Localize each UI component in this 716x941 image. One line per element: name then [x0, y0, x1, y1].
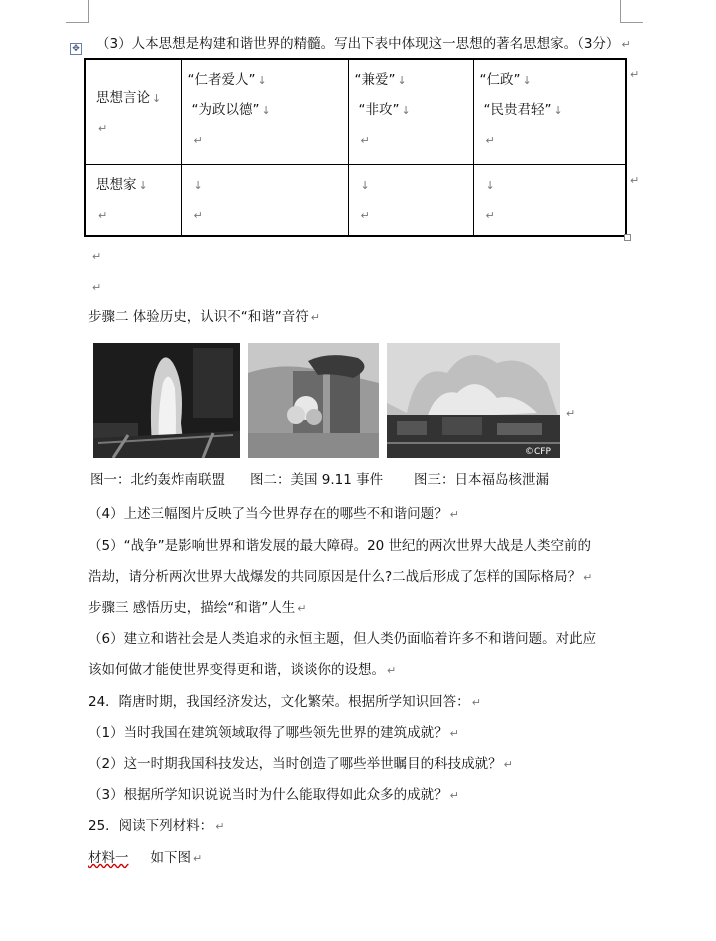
table-row [85, 164, 626, 236]
paragraph-mark-icon: ↵ [621, 38, 631, 51]
paragraph-mark-icon: ↵ [566, 407, 576, 420]
table-row [85, 59, 626, 164]
material1-rest: 如下图 [150, 850, 191, 866]
cell-end-mark-icon: ↵ [360, 208, 370, 222]
q3-prompt: （3）人本思想是构建和谐世界的精髓。写出下表中体现这一思想的著名思想家。（3分） ↵ [96, 36, 631, 52]
thinkers-table [84, 58, 627, 237]
paragraph-mark-icon: ↵ [92, 250, 102, 263]
row-end-mark-icon: ↵ [630, 68, 640, 81]
photo-nato-bombing [93, 343, 240, 458]
table-cell-saying[interactable]: “仁者爱人” ↓ “为政以德” ↓ ↵ [181, 59, 348, 164]
cell-end-mark-icon: ↵ [98, 122, 108, 135]
step2-title: 步骤二 体验历史，认识不“和谐”音符 ↵ [88, 309, 320, 325]
table-cell-header[interactable]: 思想家 ↓ ↵ [85, 164, 181, 236]
photo-watermark: ©CFP [525, 447, 551, 457]
q6-text-line2: 该如何做才能使世界变得更和谐，谈谈你的设想。 ↵ [88, 662, 397, 678]
photo-fukushima-leak [387, 343, 560, 458]
cell-end-mark-icon: ↵ [193, 208, 203, 222]
step3-title: 步骤三 感悟历史，描绘“和谐”人生 ↵ [88, 600, 307, 616]
material1-line: 材料一 如下图 ↵ [88, 850, 203, 866]
q24-sub3: （3）根据所学知识说说当时为什么能取得如此众多的成就？ ↵ [88, 787, 459, 803]
paragraph-mark-icon: ↵ [92, 281, 102, 294]
caption-fig3: 图三：日本福岛核泄漏 [414, 472, 549, 488]
row-end-mark-icon: ↵ [630, 174, 640, 187]
q24-sub2: （2）这一时期我国科技发达，当时创造了哪些举世瞩目的科技成就？ ↵ [88, 756, 513, 772]
cell-end-mark-icon: ↵ [485, 134, 495, 147]
q6-text-line1: （6）建立和谐社会是人类追求的永恒主题，但人类仍面临着许多不和谐问题。对此应 [88, 631, 597, 647]
caption-fig2: 图二：美国 9.11 事件 [250, 472, 384, 488]
q5-text-line2: 浩劫，请分析两次世界大战爆发的共同原因是什么?二战后形成了怎样的国际格局？ ↵ [88, 569, 593, 585]
cell-end-mark-icon: ↵ [485, 208, 495, 222]
q5-text-line1: （5）“战争”是影响世界和谐发展的最大障碍。20 世纪的两次世界大战是人类空前的 [88, 538, 592, 554]
cell-end-mark-icon: ↵ [360, 134, 370, 147]
page-corner-mark-left [66, 0, 89, 23]
q24-sub1: （1）当时我国在建筑领域取得了哪些领先世界的建筑成就？ ↵ [88, 725, 459, 741]
cell-end-mark-icon: ↵ [193, 134, 203, 147]
caption-fig1: 图一：北约轰炸南联盟 [90, 472, 225, 488]
q24-title: 24．隋唐时期，我国经济发达，文化繁荣。根据所学知识回答： ↵ [88, 694, 481, 710]
table-cell-saying[interactable]: “仁政” ↓ “民贵君轻” ↓ ↵ [473, 59, 626, 164]
table-cell-answer[interactable]: ↓ ↵ [473, 164, 626, 236]
table-move-handle-icon[interactable]: ✥ [70, 43, 82, 55]
table-cell-answer[interactable]: ↓ ↵ [181, 164, 348, 236]
cell-end-mark-icon: ↵ [98, 208, 108, 222]
material1-label: 材料一 [88, 850, 129, 866]
photo-911-event [248, 343, 379, 458]
table-cell-header[interactable]: 思想言论 ↓ ↵ [85, 59, 181, 164]
q25-title: 25．阅读下列材料： ↵ [88, 818, 225, 834]
table-resize-handle-icon[interactable] [624, 234, 631, 241]
table-cell-saying[interactable]: “兼爱” ↓ “非攻” ↓ ↵ [348, 59, 473, 164]
q4-text: （4）上述三幅图片反映了当今世界存在的哪些不和谐问题？ ↵ [88, 506, 459, 522]
page-corner-mark-right [620, 0, 643, 23]
table-cell-answer[interactable]: ↓ ↵ [348, 164, 473, 236]
